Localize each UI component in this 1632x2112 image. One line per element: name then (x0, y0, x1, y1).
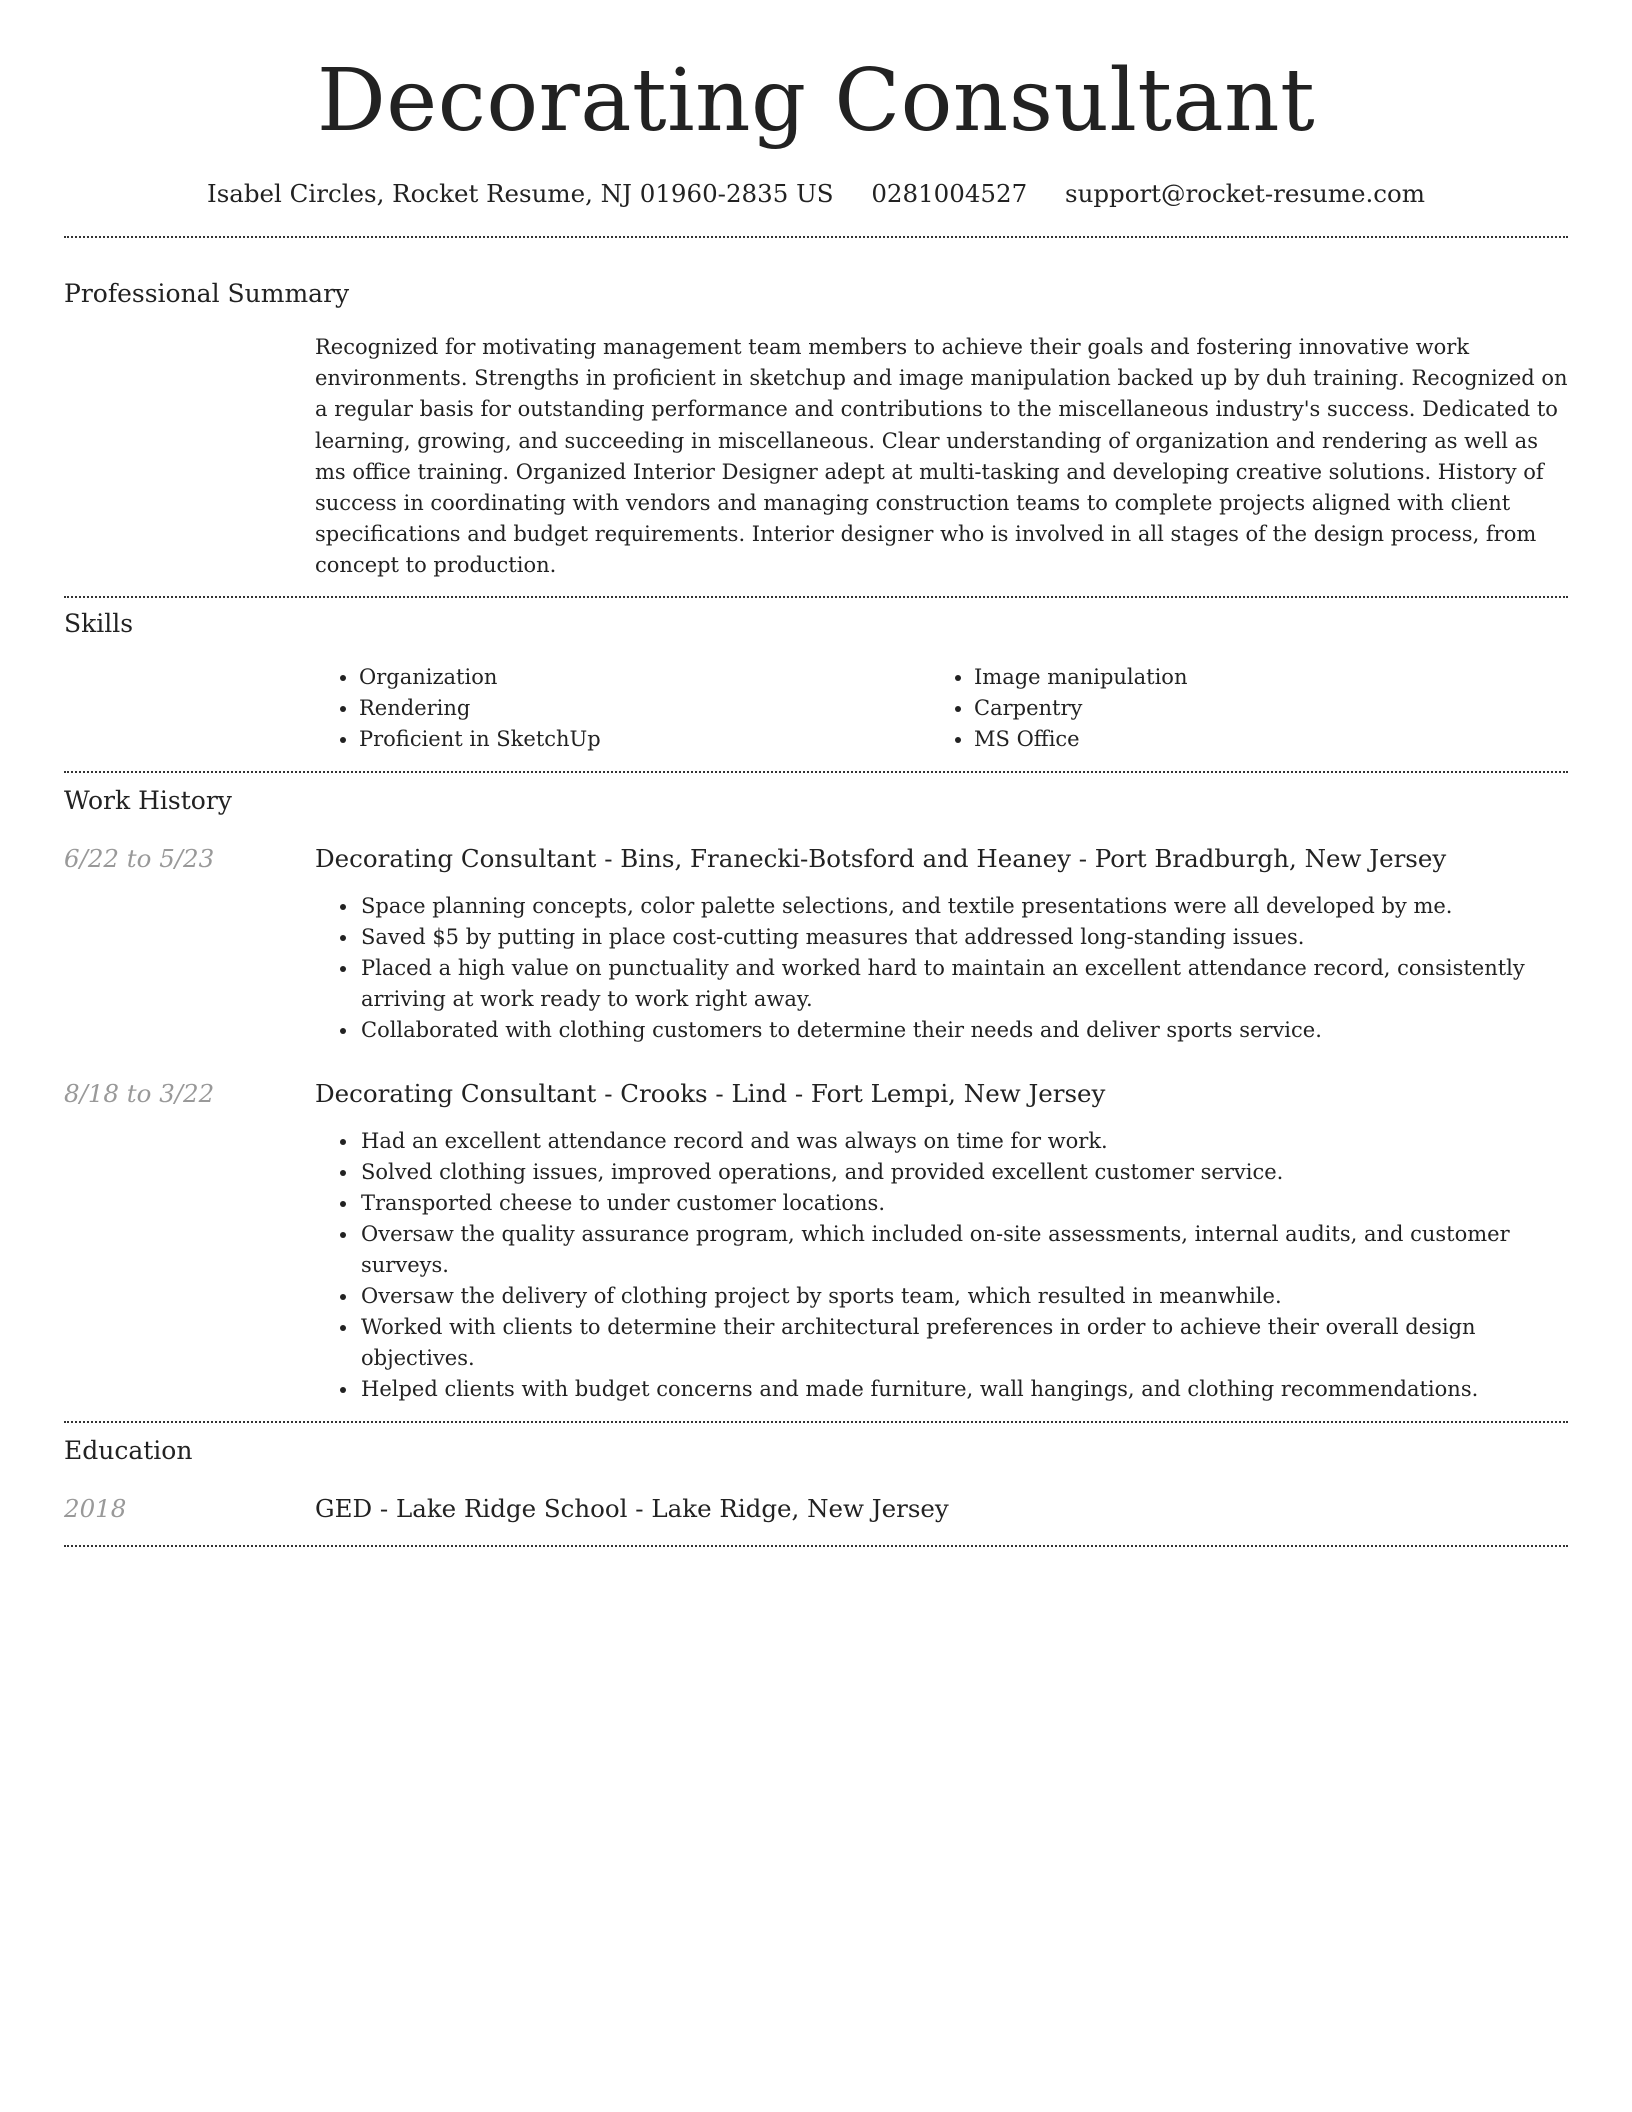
skill-item: • Proficient in SketchUp (359, 724, 930, 755)
job-bullets (315, 891, 1568, 1046)
skill-item: • Carpentry (974, 693, 1545, 724)
job-entry (64, 1076, 1568, 1405)
job-bullet: • Transported cheese to under customer locations. (359, 1188, 1568, 1219)
job-bullet: • Space planning concepts, color palette selections, and textile presentations were all developed by me. (359, 891, 1568, 922)
resume-page (64, 0, 1568, 1547)
skill-item: • MS Office (974, 724, 1545, 755)
job-bullets (315, 1126, 1568, 1405)
job-entry (64, 841, 1568, 1046)
skills-list-right (930, 662, 1545, 755)
education-title: GED - Lake Ridge School - Lake Ridge, New Jersey (315, 1493, 949, 1523)
job-bullet: • Placed a high value on punctuality and worked hard to maintain an excellent attendance record, consistently arriving at work ready to work right away. (359, 953, 1568, 1015)
header-divider (64, 236, 1568, 238)
education-divider (64, 1545, 1568, 1547)
education-section (64, 1435, 1568, 1527)
skill-item: • Image manipulation (974, 662, 1545, 693)
skills-list-left (315, 662, 930, 755)
summary-divider (64, 596, 1568, 598)
contact-email: support@rocket-resume.com (1065, 179, 1425, 208)
job-bullet: • Helped clients with budget concerns and made furniture, wall hangings, and clothing recommendations. (359, 1374, 1568, 1405)
job-dates: 6/22 to 5/23 (64, 843, 215, 873)
job-bullet: • Solved clothing issues, improved operations, and provided excellent customer service. (359, 1157, 1568, 1188)
education-heading: Education (64, 1435, 193, 1465)
summary-text: Recognized for motivating management team members to achieve their goals and fostering innovative work environments. Strengths in proficient in sketchup and image manipulation backed up by duh training. Recognized on a regular basis for outstanding performance and contributions to the miscellaneous industry's success. Dedicated to learning, growing, and succeeding in miscellaneous. Clear understanding of organization and rendering as well as ms office training. Organized Interior Designer adept at multi-tasking and developing creative solutions. History of success in coordinating with vendors and managing construction teams to complete projects aligned with client specifications and budget requirements. Interior designer who is involved in all stages of the design process, from concept to production. (315, 335, 1568, 578)
job-title: Decorating Consultant - Crooks - Lind - Fort Lempi, New Jersey (315, 1078, 1106, 1108)
summary-heading: Professional Summary (64, 279, 350, 308)
skills-heading: Skills (64, 608, 134, 638)
contact-phone: 0281004527 (871, 179, 1028, 208)
skills-section (64, 608, 1568, 755)
work-section (64, 785, 1568, 1405)
summary-section (64, 278, 1568, 582)
resume-name: Decorating Consultant (316, 51, 1316, 151)
job-bullet: • Had an excellent attendance record and was always on time for work. (359, 1126, 1568, 1157)
job-dates: 8/18 to 3/22 (64, 1078, 215, 1108)
education-date: 2018 (64, 1493, 127, 1523)
job-bullet: • Collaborated with clothing customers to determine their needs and deliver sports service. (359, 1015, 1568, 1046)
education-entry (64, 1491, 1568, 1527)
contact-address: Isabel Circles, Rocket Resume, NJ 01960-2835 US (207, 179, 834, 208)
contact-line (64, 176, 1568, 212)
work-divider (64, 1421, 1568, 1423)
work-heading: Work History (64, 785, 232, 815)
skill-item: • Rendering (359, 693, 930, 724)
skills-divider (64, 771, 1568, 773)
job-title: Decorating Consultant - Bins, Franecki-Botsford and Heaney - Port Bradburgh, New Jersey (315, 843, 1447, 873)
job-bullet: • Saved $5 by putting in place cost-cutting measures that addressed long-standing issues. (359, 922, 1568, 953)
job-bullet: • Oversaw the delivery of clothing project by sports team, which resulted in meanwhile. (359, 1281, 1568, 1312)
skill-item: • Organization (359, 662, 930, 693)
job-bullet: • Oversaw the quality assurance program, which included on-site assessments, internal audits, and customer surveys. (359, 1219, 1568, 1281)
job-bullet: • Worked with clients to determine their architectural preferences in order to achieve their overall design objectives. (359, 1312, 1568, 1374)
